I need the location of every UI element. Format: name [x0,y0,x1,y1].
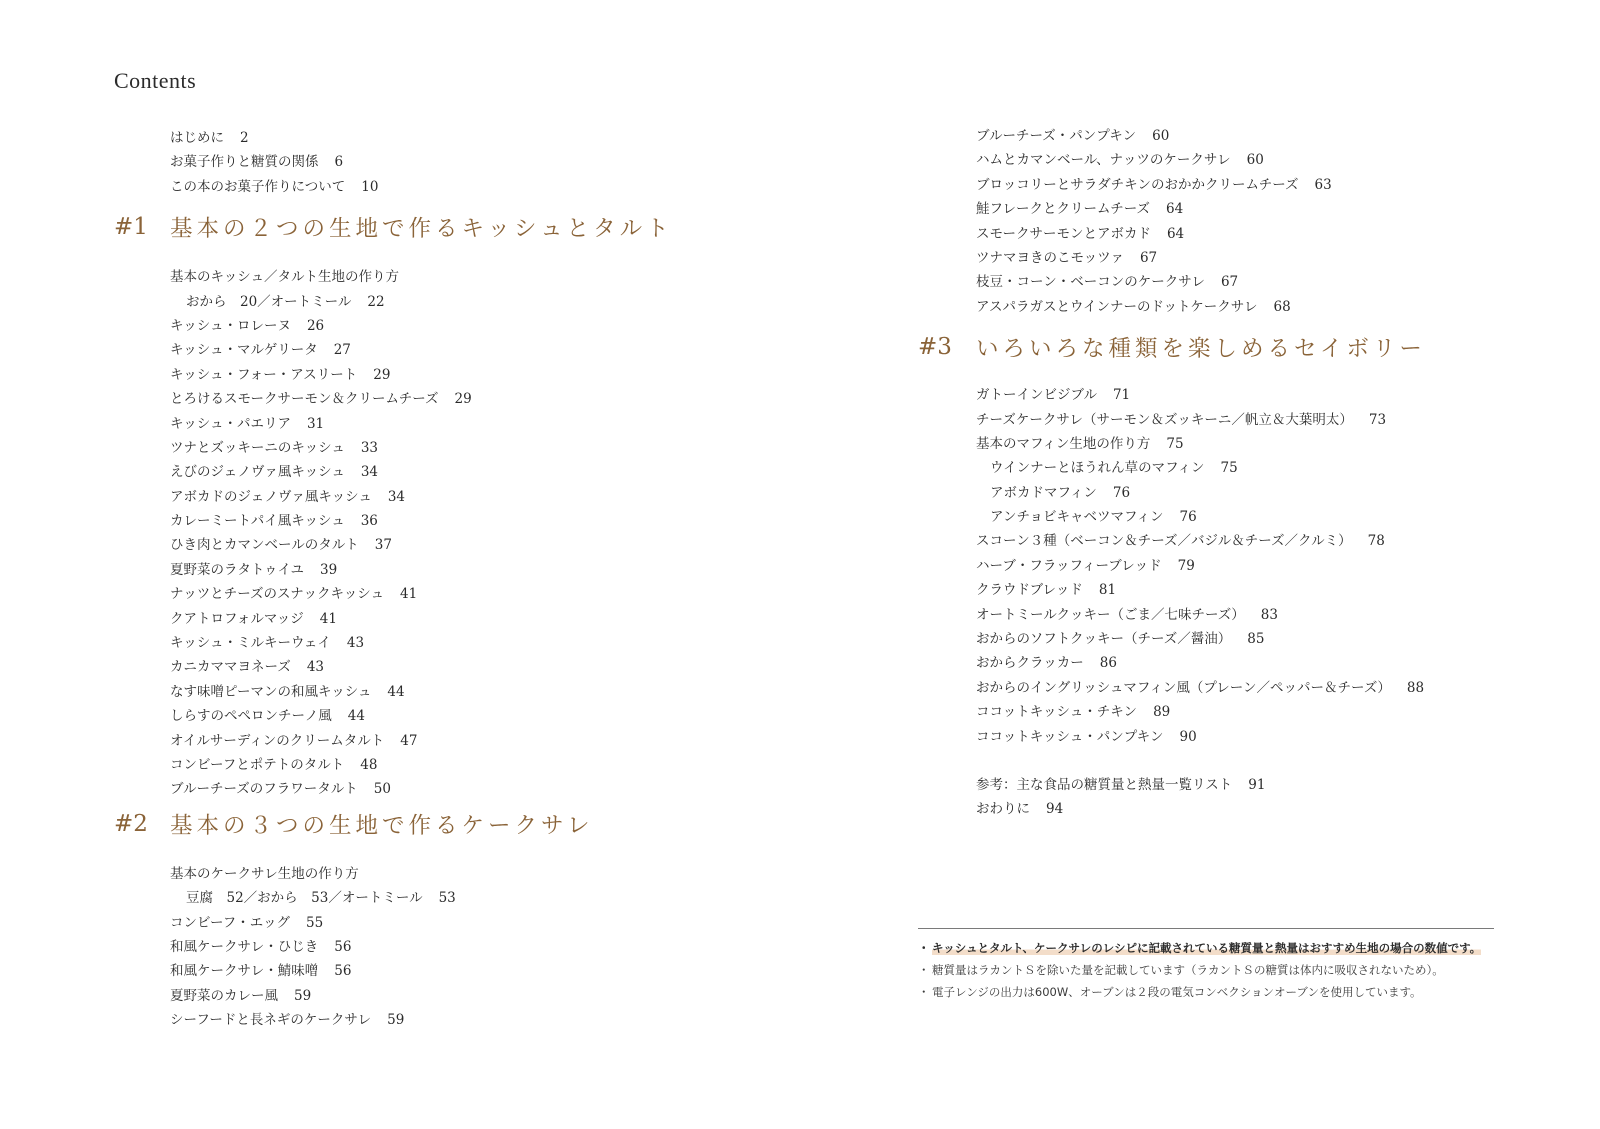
toc-entry[interactable] [918,270,1518,294]
entry-label: キッシュ・マルゲリータ [170,342,318,359]
entry-label: キッシュ・ロレーヌ [170,317,291,334]
entry-page: 91 [1248,776,1266,793]
entry-label: 参考：主な食品の糖質量と熱量一覧リスト [976,776,1233,793]
toc-entry[interactable] [918,432,1518,456]
toc-entry[interactable] [918,383,1518,407]
entry-page: 63 [1314,176,1332,193]
entry-label: おからのイングリッシュマフィン風（プレーン／ペッパー＆チーズ） [976,679,1391,696]
toc-entry[interactable] [114,460,814,484]
toc-entry[interactable] [114,175,814,199]
entry-page: 43 [346,635,365,652]
entry-page: 64 [1166,225,1185,242]
section-title: 基本の３つの生地で作るケークサレ [170,812,594,839]
intro-list [114,126,814,199]
entry-label: ココットキッシュ・パンプキン [976,728,1164,745]
section-number: #1 [114,214,148,241]
section-heading-1[interactable] [114,211,814,243]
entry-label: おからクラッカー [976,655,1084,672]
toc-entry[interactable] [114,777,814,801]
bullet-dot: ・ [918,985,930,999]
entry-page: 85 [1247,631,1265,648]
entry-label: 夏野菜のカレー風 [170,987,278,1004]
toc-entry[interactable] [114,655,814,679]
toc-entry[interactable] [918,529,1518,553]
toc-entry[interactable] [918,148,1518,172]
entry-page: 75 [1166,435,1184,452]
entry-page: 41 [399,586,418,603]
entry-label: アボカドマフィン [990,484,1097,501]
toc-entry[interactable] [918,627,1518,651]
toc-entry[interactable] [114,436,814,460]
entry-page: 60 [1152,128,1170,144]
entry-label: カニカママヨネーズ [170,659,291,676]
toc-entry[interactable] [918,773,1518,797]
entry-page: 41 [319,610,337,627]
entry-label: コンビーフとポテトのタルト [170,756,345,773]
entry-page: 36 [360,513,378,530]
toc-entry[interactable] [918,197,1518,221]
entry-label: ひき肉とカマンベールのタルト [170,537,359,554]
entry-page: 75 [1220,460,1238,477]
entry-page: 94 [1046,801,1064,818]
entry-label: 基本のマフィン生地の作り方 [976,435,1151,452]
entry-page: 34 [387,488,406,505]
entry-label: ガトーインビジブル [976,387,1097,404]
toc-entry[interactable] [918,246,1518,270]
entry-label: ハーブ・フラッフィーブレッド [976,557,1162,574]
entry-page: 67 [1139,249,1158,266]
toc-entry[interactable] [918,222,1518,246]
entry-page: 48 [360,756,378,773]
entry-page: 29 [454,391,472,408]
entry-label: ブルーチーズ・パンプキン [976,128,1137,144]
toc-entry[interactable] [114,911,814,935]
entry-page: 86 [1099,655,1117,672]
entry-page: 60 [1246,152,1264,169]
toc-entry[interactable] [918,578,1518,602]
toc-entry[interactable] [114,753,814,777]
entry-page: 29 [373,366,391,383]
toc-entry[interactable] [918,797,1518,821]
entry-page: 44 [347,708,365,725]
entry-label: はじめに [170,130,224,146]
entry-label: アンチョビキャベツマフィン [990,509,1164,526]
entry-label: スコーン３種（ベーコン＆チーズ／バジル＆チーズ／クルミ） [976,533,1352,550]
toc-entry[interactable] [114,387,814,411]
entry-label: 基本のキッシュ／タルト生地の作り方 [170,269,399,286]
entry-page: 79 [1177,557,1195,574]
toc-entry[interactable] [114,533,814,557]
entry-label: ハムとカマンベール、ナッツのケークサレ [976,152,1231,169]
toc-entry[interactable] [918,725,1518,749]
appendix-list [918,773,1518,822]
note-text: キッシュとタルト、ケークサレのレシピに記載されている糖質量と熱量はおすすめ生地の場合の数値です。 [932,941,1482,955]
toc-entry[interactable] [114,314,814,338]
entry-page: 37 [374,537,392,554]
entry-page: 59 [294,987,312,1004]
toc-entry[interactable] [918,505,1518,529]
entry-label: しらすのペペロンチーノ風 [170,708,332,725]
entry-label: 鮭フレークとクリームチーズ [976,201,1151,218]
entry-page: 47 [400,732,418,749]
entry-label: シーフードと長ネギのケークサレ [170,1012,372,1029]
entry-label: キッシュ・フォー・アスリート [170,366,358,383]
toc-entry[interactable] [918,700,1518,724]
section-2-continued-list [918,124,1518,319]
entry-label: なす味噌ピーマンの和風キッシュ [170,683,372,700]
entry-label: スモークサーモンとアボカド [976,225,1151,242]
toc-entry[interactable] [114,509,814,533]
entry-label: クアトロフォルマッジ [170,610,304,627]
entry-label: ブルーチーズのフラワータルト [170,781,358,798]
entry-label: 豆腐 52／おから 53／オートミール [186,890,423,907]
toc-entry[interactable] [114,150,814,174]
entry-label: 枝豆・コーン・ベーコンのケークサレ [976,274,1205,291]
toc-entry[interactable] [918,408,1518,432]
section-title: いろいろな種類を楽しめるセイボリー [976,336,1426,363]
toc-entry[interactable] [114,363,814,387]
toc-entry[interactable] [114,704,814,728]
toc-entry[interactable] [918,603,1518,627]
entry-page: 10 [361,178,379,195]
entry-page: 34 [360,464,379,481]
toc-left-column [114,126,814,1033]
toc-entry[interactable] [918,173,1518,197]
toc-entry[interactable] [114,126,814,150]
entry-page: 44 [387,683,405,700]
toc-entry[interactable] [918,124,1518,148]
toc-entry[interactable] [114,631,814,655]
entry-label: ツナマヨきのこモッツァ [976,249,1124,266]
toc-entry[interactable] [114,412,814,436]
entry-label: チーズケークサレ（サーモン＆ズッキーニ／帆立＆大葉明太） [976,411,1353,428]
section-heading-3[interactable] [918,331,1518,363]
toc-entry[interactable] [918,554,1518,578]
entry-page: 67 [1220,274,1239,291]
entry-label: オートミールクッキー（ごま／七味チーズ） [976,606,1245,623]
entry-label: おわりに [976,801,1030,818]
entry-page: 59 [387,1012,405,1029]
entry-label: おからのソフトクッキー（チーズ／醤油） [976,631,1232,648]
entry-label: ツナとズッキーニのキッシュ [170,439,345,456]
toc-entry[interactable] [114,886,814,910]
toc-entry[interactable] [918,481,1518,505]
entry-label: カレーミートパイ風キッシュ [170,513,345,530]
entry-label: おから 20／オートミール [186,293,352,310]
entry-page: 81 [1098,582,1117,599]
entry-page: 78 [1367,533,1385,550]
note-text: 糖質量はラカントＳを除いた量を記載しています（ラカントＳの糖質は体内に吸収されないため）。 [932,963,1444,977]
contents-title: Contents [114,68,197,93]
entry-label: とろけるスモークサーモン＆クリームチーズ [170,391,439,408]
section-title: 基本の２つの生地で作るキッシュとタルト [170,216,673,243]
entry-label: クラウドブレッド [976,582,1083,599]
entry-label: 夏野菜のラタトゥイユ [170,561,304,578]
entry-label: お菓子作りと糖質の関係 [170,154,319,171]
entry-page: 68 [1273,298,1291,315]
section-3-list [918,383,1518,749]
entry-label: この本のお菓子作りについて [170,178,346,195]
entry-page: 83 [1260,606,1278,623]
section-heading-2[interactable] [114,808,814,840]
entry-label: アボカドのジェノヴァ風キッシュ [170,488,372,505]
entry-page: 50 [373,781,391,798]
entry-label: 和風ケークサレ・鯖味噌 [170,963,319,980]
entry-page: 39 [320,561,338,578]
toc-entry[interactable] [114,582,814,606]
entry-page: 6 [334,154,344,171]
toc-entry[interactable] [114,290,814,314]
note-item [918,981,1494,1003]
toc-entry[interactable] [918,456,1518,480]
entry-page: 31 [306,415,325,432]
entry-page: 27 [333,342,351,359]
toc-entry[interactable] [114,558,814,582]
entry-page: 53 [438,890,456,907]
toc-entry[interactable] [114,607,814,631]
entry-label: ブロッコリーとサラダチキンのおかかクリームチーズ [976,176,1299,193]
entry-page: 90 [1179,728,1197,745]
toc-entry[interactable] [918,295,1518,319]
entry-page: 2 [240,130,249,146]
entry-page: 71 [1112,387,1131,404]
entry-page: 76 [1112,484,1131,501]
section-number: #3 [918,334,952,361]
entry-label: アスパラガスとウインナーのドットケークサレ [976,298,1258,315]
entry-page: 56 [334,938,352,955]
toc-right-column [918,124,1518,822]
entry-label: キッシュ・パエリア [170,415,291,432]
entry-label: コンビーフ・エッグ [170,914,291,931]
entry-page: 26 [306,317,325,334]
entry-page: 73 [1368,411,1387,428]
toc-entry[interactable] [918,651,1518,675]
entry-page: 89 [1153,704,1171,721]
entry-label: オイルサーディンのクリームタルト [170,732,385,749]
entry-label: 基本のケークサレ生地の作り方 [170,865,359,882]
toc-entry[interactable] [114,935,814,959]
note-item [918,937,1494,959]
entry-page: 76 [1179,509,1197,526]
entry-page: 33 [360,439,379,456]
entry-page: 43 [306,659,325,676]
toc-entry[interactable] [114,680,814,704]
toc-entry[interactable] [114,959,814,983]
note-item [918,959,1494,981]
entry-label: ナッツとチーズのスナックキッシュ [170,586,384,603]
entry-label: 和風ケークサレ・ひじき [170,938,319,955]
bullet-dot: ・ [918,963,930,977]
toc-entry[interactable] [114,485,814,509]
entry-page: 64 [1166,201,1184,218]
toc-entry[interactable] [114,729,814,753]
section-2-list [114,862,814,1033]
notes-box [918,928,1494,1003]
bullet-dot: ・ [918,941,930,955]
entry-label: ココットキッシュ・チキン [976,704,1138,721]
spacer [918,749,1518,773]
toc-entry[interactable] [114,338,814,362]
entry-page: 56 [334,963,352,980]
entry-label: キッシュ・ミルキーウェイ [170,635,331,652]
entry-page: 55 [306,914,324,931]
entry-label: ウインナーとほうれん草のマフィン [990,460,1205,477]
toc-entry[interactable] [114,862,814,886]
toc-entry[interactable] [918,676,1518,700]
toc-entry[interactable] [114,984,814,1008]
note-text: 電子レンジの出力は600W、オーブンは２段の電気コンベクションオーブンを使用しています。 [932,985,1422,999]
toc-entry[interactable] [114,1008,814,1032]
entry-label: えびのジェノヴァ風キッシュ [170,464,345,481]
entry-page: 22 [367,293,385,310]
section-number: #2 [114,810,148,837]
section-1-list [114,265,814,802]
toc-entry[interactable] [114,265,814,289]
entry-page: 88 [1406,679,1425,696]
